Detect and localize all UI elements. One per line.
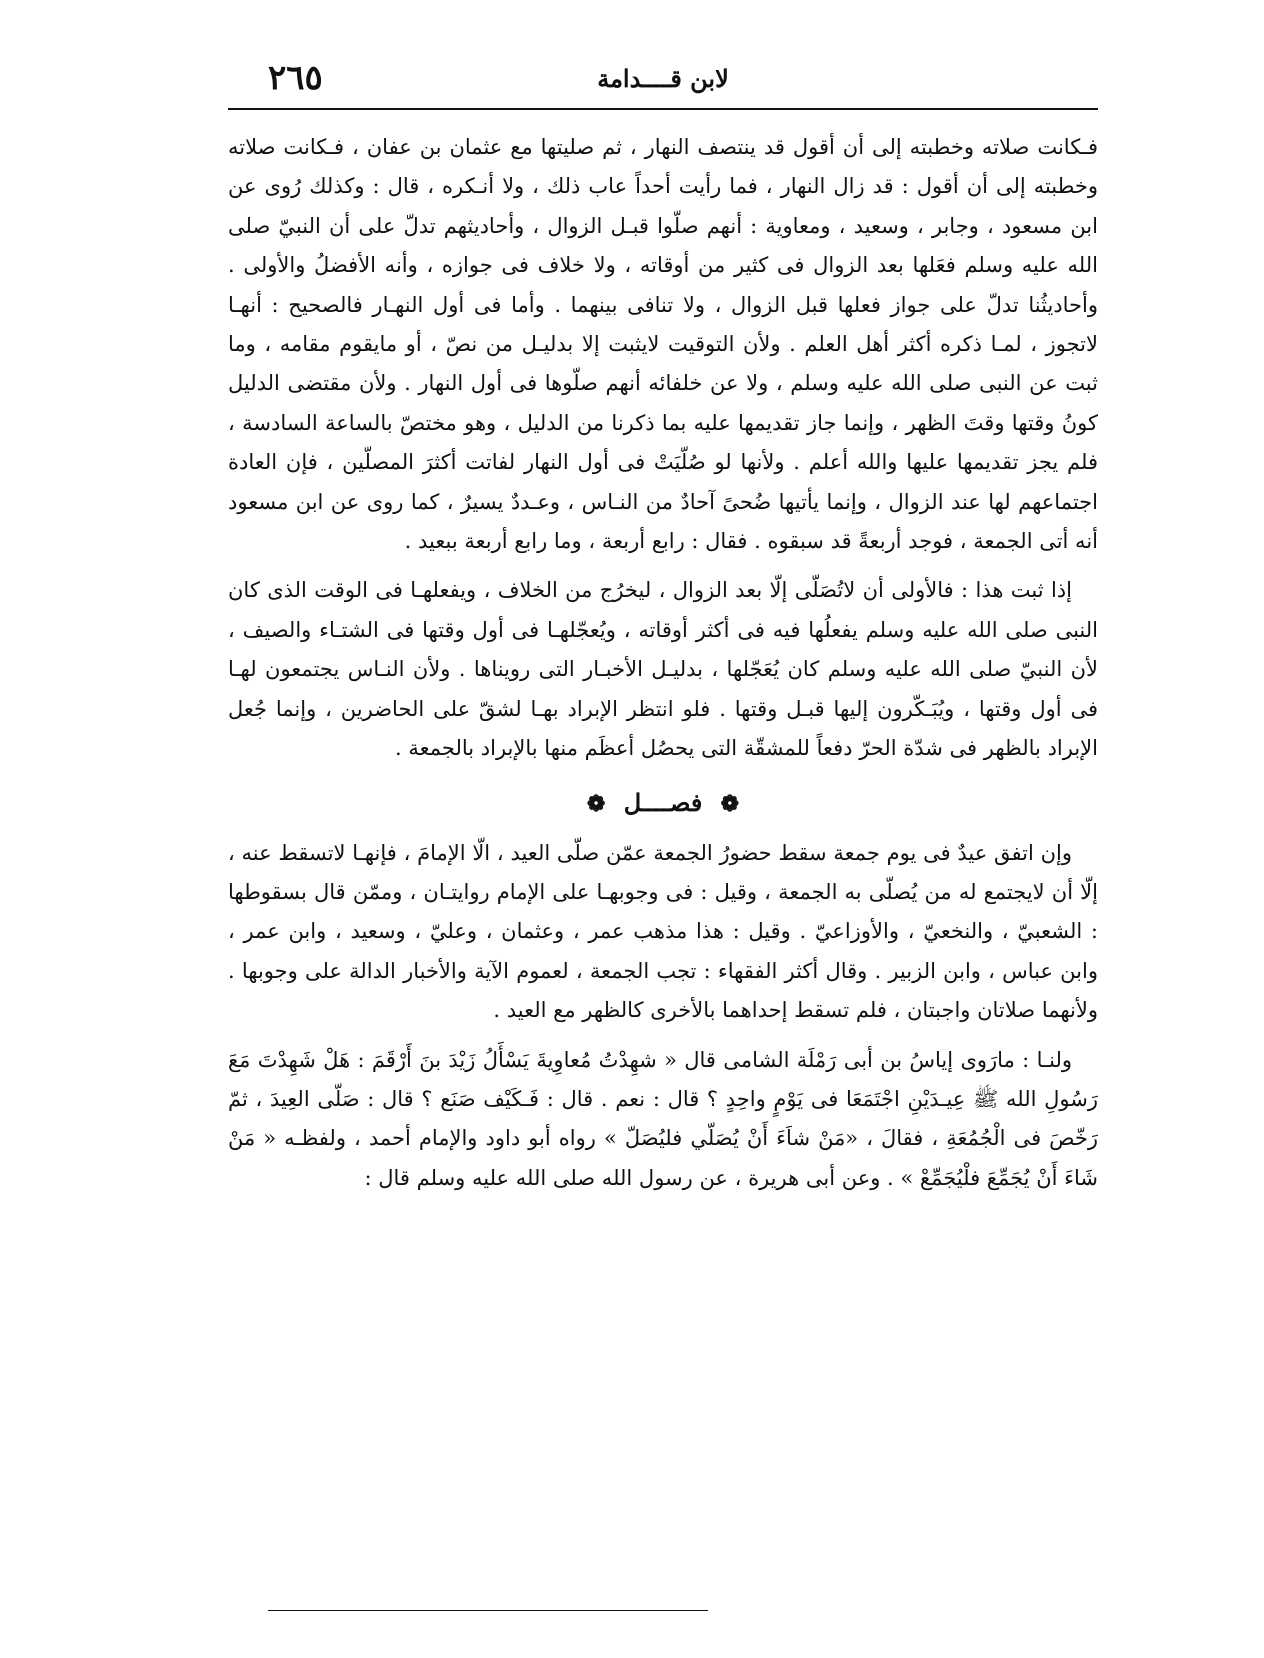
running-title: لابن قــــدامة	[597, 64, 729, 93]
paragraph-3: وإن اتفق عيدٌ فى يوم جمعة سقط حضورُ الجمعة عمّن صلّى العيد ، الّا الإمامَ ، فإنهـا لاتسقط عنه ، إلّا أن لايجتمع له من يُصلّى به الجمعة ، وقيل : فى وجوبهـا على الإمام روايتـان ، وممّن قال بسقوطها : الشعبيّ ، والنخعيّ ، والأوزاعيّ . وقيل : هذا مذهب عمر ، وعثمان ، وعليّ ، وسعيد ، وابن عمر ، وابن عباس ، وابن الزبير . وقال أكثر الفقهاء : تجب الجمعة ، لعموم الآية والأخبار الدالة على وجوبها . ولأنهما صلاتان واجبتان ، فلم تسقط إحداهما بالأخرى كالظهر مع العيد .	[228, 840, 1098, 1023]
ornament-icon: ❁	[586, 790, 606, 817]
section-heading	[228, 783, 1098, 824]
page-number: ٢٦٥	[268, 58, 323, 98]
page-header	[228, 58, 1098, 108]
paragraph-1: فـكانت صلاته وخطبته إلى أن أقول قد ينتصف النهار ، ثم صليتها مع عثمان بن عفان ، فـكانت صلاته وخطبته إلى أن أقول : قد زال النهار ، فما رأيت أحداً عاب ذلك ، ولا أنـكره ، قال : وكذلك رُوى عن ابن مسعود ، وجابر ، وسعيد ، ومعاوية : أنهم صلّوا قبـل الزوال ، وأحاديثهم تدلّ على أن النبيّ صلى الله عليه وسلم فعَلها بعد الزوال فى كثير من أوقاته ، ولا خلاف فى جوازه ، وأنه الأفضلُ والأولى . وأحاديثُنا تدلّ على جواز فعلها قبل الزوال ، ولا تنافى بينهما . وأما فى أول النهـار فالصحيح : أنهـا لاتجوز ، لمـا ذكره أكثر أهل العلم . ولأن التوقيت لايثبت إلا بدليـل من نصّ ، أو مايقوم مقامه ، وما ثبت عن النبى صلى الله عليه وسلم ، ولا عن خلفائه أنهم صلّوها فى أول النهار . ولأن مقتضى الدليل كونُ وقتها وقتَ الظهر ، وإنما جاز تقديمها عليه بما ذكرنا من الدليل ، وهو مختصّ بالساعة السادسة ، فلم يجز تقديمها عليها والله أعلم . ولأنها لو صُلّيَتْ فى أول النهار لفاتت أكثرَ المصلّين ، فإن العادة اجتماعهم لها عند الزوال ، وإنما يأتيها ضُحىً آحادٌ من النـاس ، وعـددٌ يسيرٌ ، كما روى عن ابن مسعود أنه أتى الجمعة ، فوجد أربعةً قد سبقوه . فقال : رابع أربعة ، وما رابع أربعة ببعيد .	[228, 135, 1098, 554]
ornament-icon: ❁	[720, 790, 740, 817]
body-text	[228, 128, 1098, 1198]
footer-rule	[268, 1610, 708, 1611]
paragraph-2: إذا ثبت هذا : فالأولى أن لاتُصَلّى إلّا بعد الزوال ، ليخرُج من الخلاف ، ويفعلهـا فى الوقت الذى كان النبى صلى الله عليه وسلم يفعلُها فيه فى أكثر أوقاته ، ويُعجّلهـا فى أول وقتها فى الشتـاء والصيف ، لأن النبيّ صلى الله عليه وسلم كان يُعَجّلها ، بدليـل الأخبـار التى رويناها . ولأن النـاس يجتمعون لهـا فى أول وقتها ، ويُبَـكّرون إليها قبـل وقتها . فلو انتظر الإبراد بهـا لشقّ على الحاضرين ، وإنما جُعل الإبراد بالظهر فى شدّة الحرّ دفعاً للمشقّة التى يحصُل أعظَم منها بالإبراد بالجمعة .	[228, 578, 1098, 761]
section-title: فصــــل	[623, 787, 703, 817]
paragraph-4: ولنـا : مارَوى إياسُ بن أبى رَمْلَة الشامى قال « شهِدْتُ مُعاوِيةَ يَسْأَلُ زَيْدَ بنَ أَرْقَمَ : هَلْ شَهِدْتَ مَعَ رَسُولِ الله ﷺ عِيـدَيْنِ اجْتَمَعَا فى يَوْمٍ واحِدٍ ؟ قال : نعم . قال : فَـكَيْف صَنَع ؟ قال : صَلّى العِيدَ ، ثمّ رَخّصَ فى الْجُمُعَةِ ، فقالَ ، «مَنْ شاَءَ أَنْ يُصَلّي فليُصَلّ » رواه أبو داود والإمام أحمد ، ولفظـه « مَنْ شَاءَ أَنْ يُجَمِّعَ فلْيُجَمِّعْ » . وعن أبى هريرة ، عن رسول الله صلى الله عليه وسلم قال :	[228, 1047, 1098, 1190]
header-rule	[228, 108, 1098, 110]
